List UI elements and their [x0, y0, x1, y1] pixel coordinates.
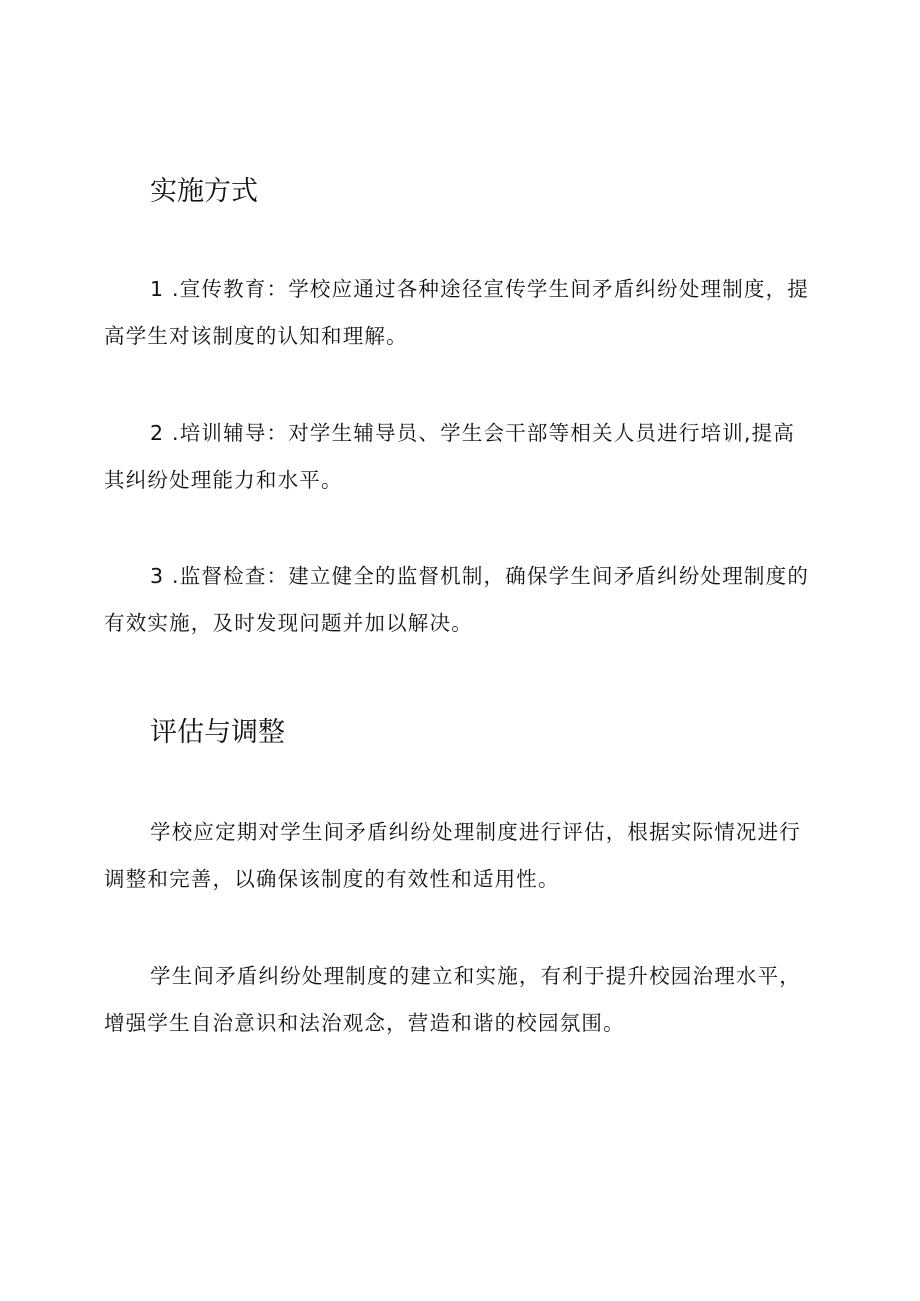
list-item-1 [104, 266, 816, 360]
paragraph-evaluation: 学校应定期对学生间矛盾纠纷处理制度进行评估，根据实际情况进行调整和完善，以确保该制度的有效性和适用性。 [104, 820, 801, 891]
section-heading-evaluation: 评估与调整 [150, 717, 285, 748]
list-item-text: .培训辅导：对学生辅导员、学生会干部等相关人员进行培训,提高其纠纷处理能力和水平。 [104, 421, 796, 492]
paragraph-conclusion: 学生间矛盾纠纷处理制度的建立和实施，有利于提升校园治理水平，增强学生自治意识和法治观念，营造和谐的校园氛围。 [104, 964, 801, 1035]
list-item-text: .监督检查：建立健全的监督机制，确保学生间矛盾纠纷处理制度的有效实施，及时发现问题并加以解决。 [104, 564, 810, 635]
list-item-number: 3 [150, 564, 165, 588]
list-item-number: 2 [150, 421, 165, 445]
section-heading-implementation: 实施方式 [150, 176, 258, 207]
list-item-text: .宣传教育：学校应通过各种途径宣传学生间矛盾纠纷处理制度，提高学生对该制度的认知和理解。 [104, 277, 810, 348]
list-item-2 [104, 410, 816, 504]
list-item-number: 1 [150, 277, 165, 301]
list-item-3 [104, 553, 816, 647]
